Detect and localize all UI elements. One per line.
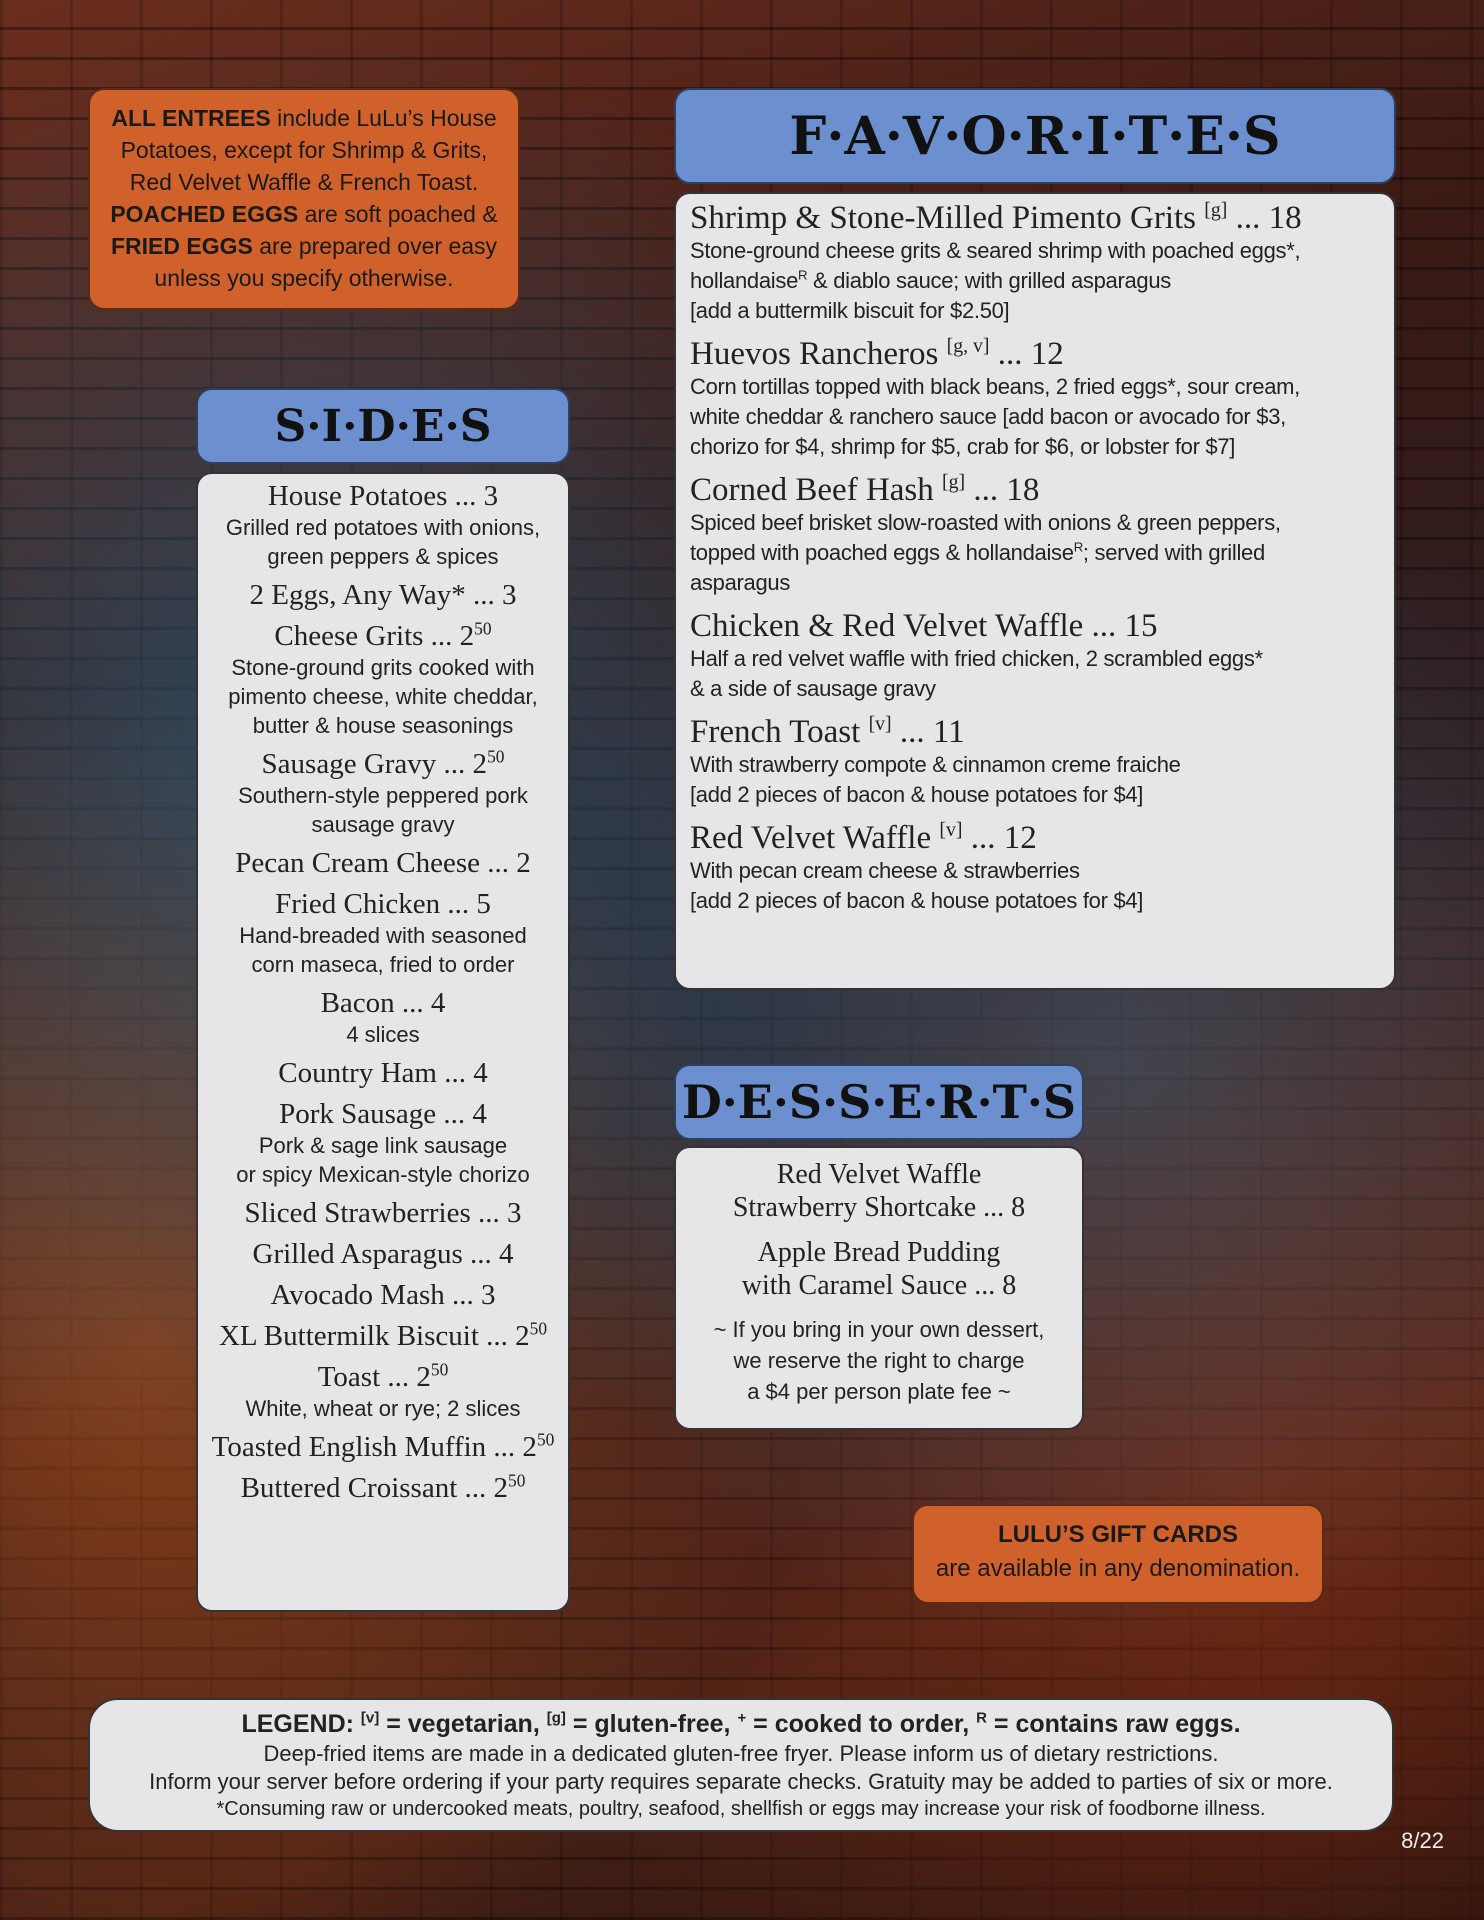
favorite-name: Shrimp & Stone-Milled Pimento Grits [g] ... 18 xyxy=(690,199,1302,236)
note-line: POACHED EGGS are soft poached & xyxy=(110,201,498,227)
side-name: Bacon ... 4 xyxy=(320,987,446,1019)
side-item xyxy=(204,748,562,839)
side-item xyxy=(204,1320,562,1353)
side-description: Hand-breaded with seasoned xyxy=(239,923,527,948)
favorite-description: Corn tortillas topped with black beans, 2 fried eggs*, sour cream, xyxy=(690,374,1300,399)
favorite-description: asparagus xyxy=(690,570,791,595)
price-cents: 50 xyxy=(430,1359,449,1380)
favorite-item xyxy=(690,608,1380,704)
favorite-description: topped with poached eggs & hollandaise$^R$; served with grilled xyxy=(690,539,1265,565)
side-name: 2 Eggs, Any Way* ... 3 xyxy=(249,579,517,611)
note-line: ALL ENTREES include LuLu’s House xyxy=(111,105,497,131)
side-name: Cheese Grits ... $2^{50}$ xyxy=(274,618,492,652)
side-description: green peppers & spices xyxy=(267,544,499,569)
side-description: Pork & sage link sausage xyxy=(258,1133,508,1158)
price-cents: 50 xyxy=(487,746,505,767)
gift-cards-note xyxy=(912,1504,1324,1604)
dessert-fee-note xyxy=(684,1314,1074,1407)
side-name: Toasted English Muffin ... $2^{50}$ xyxy=(211,1429,555,1463)
diet-tag: [g, v] xyxy=(946,335,990,357)
gift-cards-text: are available in any denomination. xyxy=(935,1555,1301,1582)
side-item xyxy=(204,1057,562,1090)
side-name: Grilled Asparagus ... 4 xyxy=(252,1238,514,1270)
side-description: butter & house seasonings xyxy=(252,713,514,738)
raw-egg-marker: R xyxy=(1073,539,1083,555)
favorite-name: Corned Beef Hash [g] ... 18 xyxy=(690,471,1040,508)
legend-r-tag: R xyxy=(976,1709,987,1727)
desserts-panel xyxy=(674,1146,1084,1430)
sides-title: S·I·D·E·S xyxy=(274,400,492,452)
side-description: or spicy Mexican-style chorizo xyxy=(236,1162,530,1187)
side-item xyxy=(204,1431,562,1464)
legend-health-warning: *Consuming raw or undercooked meats, poultry, seafood, shellfish or eggs may increase your risk of foodborne illness. xyxy=(216,1798,1266,1820)
side-name: Sliced Strawberries ... 3 xyxy=(244,1197,522,1229)
sides-panel xyxy=(196,472,570,1612)
favorite-item xyxy=(690,472,1380,598)
sides-header xyxy=(196,388,570,464)
diet-tag: [v] xyxy=(939,819,963,841)
dessert-item xyxy=(684,1158,1074,1224)
side-name: House Potatoes ... 3 xyxy=(267,480,499,512)
side-item xyxy=(204,888,562,979)
side-name: Fried Chicken ... 5 xyxy=(275,888,491,920)
favorite-description: chorizo for $4, shrimp for $5, crab for $6, or lobster for $7] xyxy=(690,434,1236,459)
dessert-name: Strawberry Shortcake ... 8 xyxy=(732,1192,1026,1223)
legend-r-text: = contains raw eggs. xyxy=(986,1710,1241,1738)
price-cents: 50 xyxy=(474,618,492,639)
side-description: Stone-ground grits cooked with xyxy=(231,655,535,680)
side-item xyxy=(204,579,562,612)
side-description: 4 slices xyxy=(346,1022,420,1047)
favorite-description: white cheddar & ranchero sauce [add bacon or avocado for $3, xyxy=(690,404,1286,429)
side-name: Avocado Mash ... 3 xyxy=(270,1279,496,1311)
legend-plus-text: = cooked to order, xyxy=(746,1710,977,1738)
legend-fryer-note: Deep-fried items are made in a dedicated gluten-free fryer. Please inform us of dietary restrictions. xyxy=(263,1741,1219,1766)
legend-line xyxy=(100,1708,1382,1740)
note-emphasis: POACHED EGGS xyxy=(110,201,299,227)
side-description: Southern-style peppered pork xyxy=(238,783,528,808)
side-item xyxy=(204,1197,562,1230)
dessert-name: Red Velvet Waffle xyxy=(776,1159,982,1190)
favorite-description: hollandaise$^R$ & diablo sauce; with grilled asparagus xyxy=(690,267,1171,293)
favorite-name: French Toast [v] ... 11 xyxy=(690,713,965,750)
side-description: corn maseca, fried to order xyxy=(251,952,515,977)
dessert-fee-line: a $4 per person plate fee ~ xyxy=(747,1379,1011,1404)
side-item xyxy=(204,480,562,571)
legend-v-tag: [v] xyxy=(360,1709,380,1727)
side-name: Buttered Croissant ... $2^{50}$ xyxy=(240,1470,526,1504)
favorite-price: ... 12 xyxy=(970,820,1037,856)
side-description: Grilled red potatoes with onions, xyxy=(225,515,541,540)
side-item xyxy=(204,1238,562,1271)
favorite-description: With pecan cream cheese & strawberries xyxy=(690,858,1080,883)
favorite-price: ... 18 xyxy=(973,472,1040,508)
side-name: XL Buttermilk Biscuit ... $2^{50}$ xyxy=(218,1318,548,1352)
favorite-price: ... 18 xyxy=(1235,200,1302,236)
side-item xyxy=(204,1098,562,1189)
note-line: Red Velvet Waffle & French Toast. xyxy=(129,169,479,195)
note-line: FRIED EGGS are prepared over easy xyxy=(110,233,498,259)
gift-cards-title: LULU’S GIFT CARDS xyxy=(998,1521,1238,1548)
side-item xyxy=(204,847,562,880)
favorites-header xyxy=(674,88,1396,184)
favorite-description: [add 2 pieces of bacon & house potatoes for $4] xyxy=(690,782,1144,807)
favorite-description: [add 2 pieces of bacon & house potatoes for $4] xyxy=(690,888,1144,913)
favorite-description: Stone-ground cheese grits & seared shrimp with poached eggs*, xyxy=(690,238,1301,263)
favorites-panel xyxy=(674,192,1396,990)
page-number: 8/22 xyxy=(1401,1828,1444,1853)
side-name: Country Ham ... 4 xyxy=(278,1057,488,1089)
raw-egg-marker: R xyxy=(798,267,808,283)
desserts-title: D·E·S·S·E·R·T·S xyxy=(681,1075,1077,1129)
diet-tag: [g] xyxy=(942,471,966,493)
diet-tag: [g] xyxy=(1204,199,1228,221)
favorite-description: Spiced beef brisket slow-roasted with onions & green peppers, xyxy=(690,510,1281,535)
favorite-name: Red Velvet Waffle [v] ... 12 xyxy=(690,819,1037,856)
side-description: White, wheat or rye; 2 slices xyxy=(245,1396,521,1421)
dessert-name: Apple Bread Pudding xyxy=(757,1237,1001,1268)
note-line: unless you specify otherwise. xyxy=(154,265,454,291)
favorite-description: [add a buttermilk biscuit for $2.50] xyxy=(690,298,1010,323)
side-name: Pecan Cream Cheese ... 2 xyxy=(235,847,531,879)
favorite-description: Half a red velvet waffle with fried chicken, 2 scrambled eggs* xyxy=(690,646,1263,671)
side-description: pimento cheese, white cheddar, xyxy=(228,684,538,709)
price-cents: 50 xyxy=(508,1470,526,1491)
favorite-item xyxy=(690,336,1380,462)
favorite-description: With strawberry compote & cinnamon creme fraiche xyxy=(690,752,1181,777)
side-item xyxy=(204,620,562,740)
legend-g-text: = gluten-free, xyxy=(565,1710,738,1738)
favorite-price: ... 12 xyxy=(997,336,1064,372)
side-name: Pork Sausage ... 4 xyxy=(279,1098,487,1130)
diet-tag: [v] xyxy=(868,713,892,735)
side-description: sausage gravy xyxy=(311,812,455,837)
legend-panel xyxy=(88,1698,1394,1832)
favorite-name: Huevos Rancheros [g, v] ... 12 xyxy=(690,335,1064,372)
favorite-price: ... 11 xyxy=(899,714,965,750)
favorite-item xyxy=(690,200,1380,326)
legend-checks-note: Inform your server before ordering if your party requires separate checks. Gratuity may be added to parties of six or more. xyxy=(149,1769,1333,1794)
dessert-name: with Caramel Sauce ... 8 xyxy=(741,1270,1017,1301)
side-item xyxy=(204,1472,562,1505)
favorite-price: ... 15 xyxy=(1091,608,1158,644)
price-cents: 50 xyxy=(529,1318,548,1339)
favorites-title: F·A·V·O·R·I·T·E·S xyxy=(789,105,1281,167)
legend-plus-tag: + xyxy=(737,1709,747,1727)
side-item xyxy=(204,1361,562,1423)
side-item xyxy=(204,1279,562,1312)
favorite-name: Chicken & Red Velvet Waffle ... 15 xyxy=(690,608,1158,644)
entrees-note xyxy=(88,88,520,310)
legend-g-tag: [g] xyxy=(546,1709,566,1727)
entrees-note-text xyxy=(90,102,518,294)
side-item xyxy=(204,987,562,1049)
legend-label: LEGEND: xyxy=(241,1710,354,1738)
price-cents: 50 xyxy=(536,1429,555,1450)
side-name: Toast ... $2^{50}$ xyxy=(317,1359,449,1393)
favorite-item xyxy=(690,714,1380,810)
favorite-item xyxy=(690,820,1380,916)
note-emphasis: FRIED EGGS xyxy=(110,233,253,259)
favorite-description: & a side of sausage gravy xyxy=(690,676,936,701)
dessert-item xyxy=(684,1236,1074,1302)
legend-v-text: = vegetarian, xyxy=(379,1710,547,1738)
dessert-fee-line: ~ If you bring in your own dessert, xyxy=(713,1317,1045,1342)
dessert-fee-line: we reserve the right to charge xyxy=(733,1348,1025,1373)
side-name: Sausage Gravy ... $2^{50}$ xyxy=(261,746,505,780)
note-line: Potatoes, except for Shrimp & Grits, xyxy=(120,137,488,163)
note-emphasis: ALL ENTREES xyxy=(111,105,271,131)
desserts-header xyxy=(674,1064,1084,1140)
